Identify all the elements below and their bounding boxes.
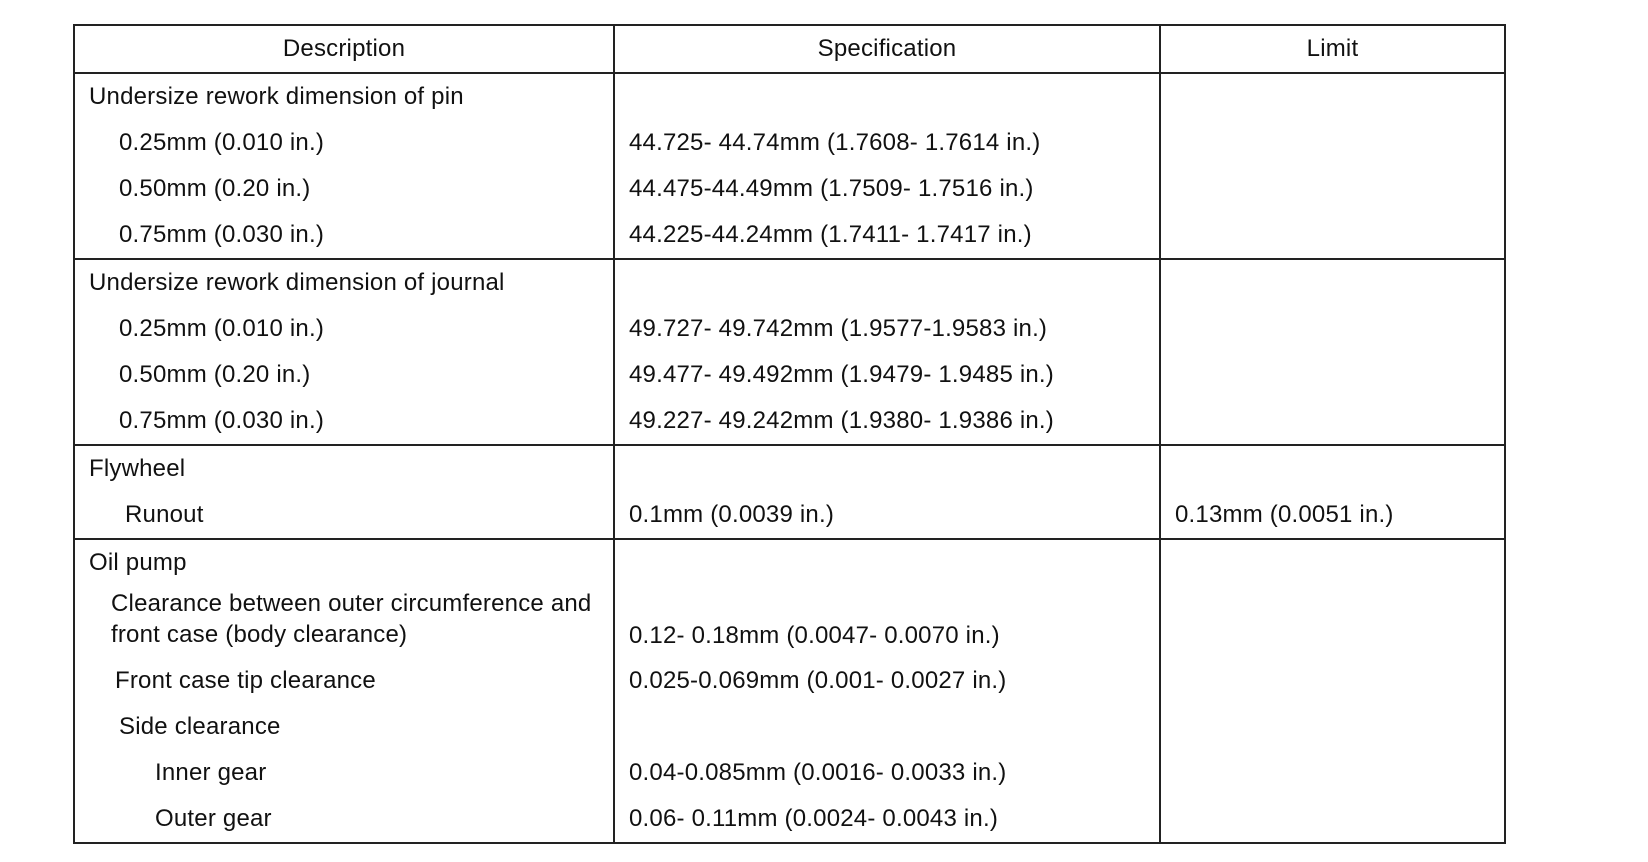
empty-cell bbox=[614, 259, 1160, 306]
table-row bbox=[74, 352, 1505, 398]
row-description: Front case tip clearance bbox=[74, 658, 614, 704]
table-row bbox=[74, 492, 1505, 539]
row-description: 0.25mm (0.010 in.) bbox=[74, 306, 614, 352]
row-limit bbox=[1160, 352, 1505, 398]
row-limit bbox=[1160, 704, 1505, 750]
row-description: Clearance between outer circumference and front case (body clearance) bbox=[74, 586, 614, 658]
row-specification: 49.727- 49.742mm (1.9577-1.9583 in.) bbox=[614, 306, 1160, 352]
empty-cell bbox=[614, 445, 1160, 492]
row-limit bbox=[1160, 120, 1505, 166]
group-title-oil-pump: Oil pump bbox=[74, 539, 614, 586]
row-limit bbox=[1160, 586, 1505, 658]
row-limit bbox=[1160, 750, 1505, 796]
group-title-journal: Undersize rework dimension of journal bbox=[74, 259, 614, 306]
group-title-row bbox=[74, 539, 1505, 586]
row-limit bbox=[1160, 166, 1505, 212]
empty-cell bbox=[1160, 73, 1505, 120]
row-description: Inner gear bbox=[74, 750, 614, 796]
row-specification: 0.12- 0.18mm (0.0047- 0.0070 in.) bbox=[614, 586, 1160, 658]
group-title-flywheel: Flywheel bbox=[74, 445, 614, 492]
group-title-pin: Undersize rework dimension of pin bbox=[74, 73, 614, 120]
table-row bbox=[74, 586, 1505, 658]
row-description: 0.50mm (0.20 in.) bbox=[74, 166, 614, 212]
row-specification: 44.475-44.49mm (1.7509- 1.7516 in.) bbox=[614, 166, 1160, 212]
row-description: 0.75mm (0.030 in.) bbox=[74, 212, 614, 259]
table-row bbox=[74, 120, 1505, 166]
row-description: Side clearance bbox=[74, 704, 614, 750]
group-title-row bbox=[74, 73, 1505, 120]
table-row bbox=[74, 306, 1505, 352]
table-row bbox=[74, 166, 1505, 212]
table-row bbox=[74, 398, 1505, 445]
specification-table bbox=[73, 24, 1506, 844]
row-description: 0.75mm (0.030 in.) bbox=[74, 398, 614, 445]
row-description: Outer gear bbox=[74, 796, 614, 843]
row-specification bbox=[614, 704, 1160, 750]
row-specification: 0.04-0.085mm (0.0016- 0.0033 in.) bbox=[614, 750, 1160, 796]
row-description: 0.25mm (0.010 in.) bbox=[74, 120, 614, 166]
table-row bbox=[74, 750, 1505, 796]
row-specification: 0.06- 0.11mm (0.0024- 0.0043 in.) bbox=[614, 796, 1160, 843]
row-specification: 0.1mm (0.0039 in.) bbox=[614, 492, 1160, 539]
empty-cell bbox=[1160, 445, 1505, 492]
header-description: Description bbox=[74, 25, 614, 73]
empty-cell bbox=[614, 73, 1160, 120]
header-specification: Specification bbox=[614, 25, 1160, 73]
row-limit: 0.13mm (0.0051 in.) bbox=[1160, 492, 1505, 539]
table-row bbox=[74, 704, 1505, 750]
row-specification: 49.227- 49.242mm (1.9380- 1.9386 in.) bbox=[614, 398, 1160, 445]
row-description: 0.50mm (0.20 in.) bbox=[74, 352, 614, 398]
row-limit bbox=[1160, 212, 1505, 259]
row-limit bbox=[1160, 796, 1505, 843]
group-title-row bbox=[74, 445, 1505, 492]
row-specification: 0.025-0.069mm (0.001- 0.0027 in.) bbox=[614, 658, 1160, 704]
table-row bbox=[74, 212, 1505, 259]
row-limit bbox=[1160, 398, 1505, 445]
row-description: Runout bbox=[74, 492, 614, 539]
table-row bbox=[74, 658, 1505, 704]
header-limit: Limit bbox=[1160, 25, 1505, 73]
group-title-row bbox=[74, 259, 1505, 306]
empty-cell bbox=[614, 539, 1160, 586]
row-limit bbox=[1160, 306, 1505, 352]
empty-cell bbox=[1160, 539, 1505, 586]
row-limit bbox=[1160, 658, 1505, 704]
row-specification: 44.725- 44.74mm (1.7608- 1.7614 in.) bbox=[614, 120, 1160, 166]
row-specification: 44.225-44.24mm (1.7411- 1.7417 in.) bbox=[614, 212, 1160, 259]
row-specification: 49.477- 49.492mm (1.9479- 1.9485 in.) bbox=[614, 352, 1160, 398]
header-row bbox=[74, 25, 1505, 73]
empty-cell bbox=[1160, 259, 1505, 306]
table-row bbox=[74, 796, 1505, 843]
